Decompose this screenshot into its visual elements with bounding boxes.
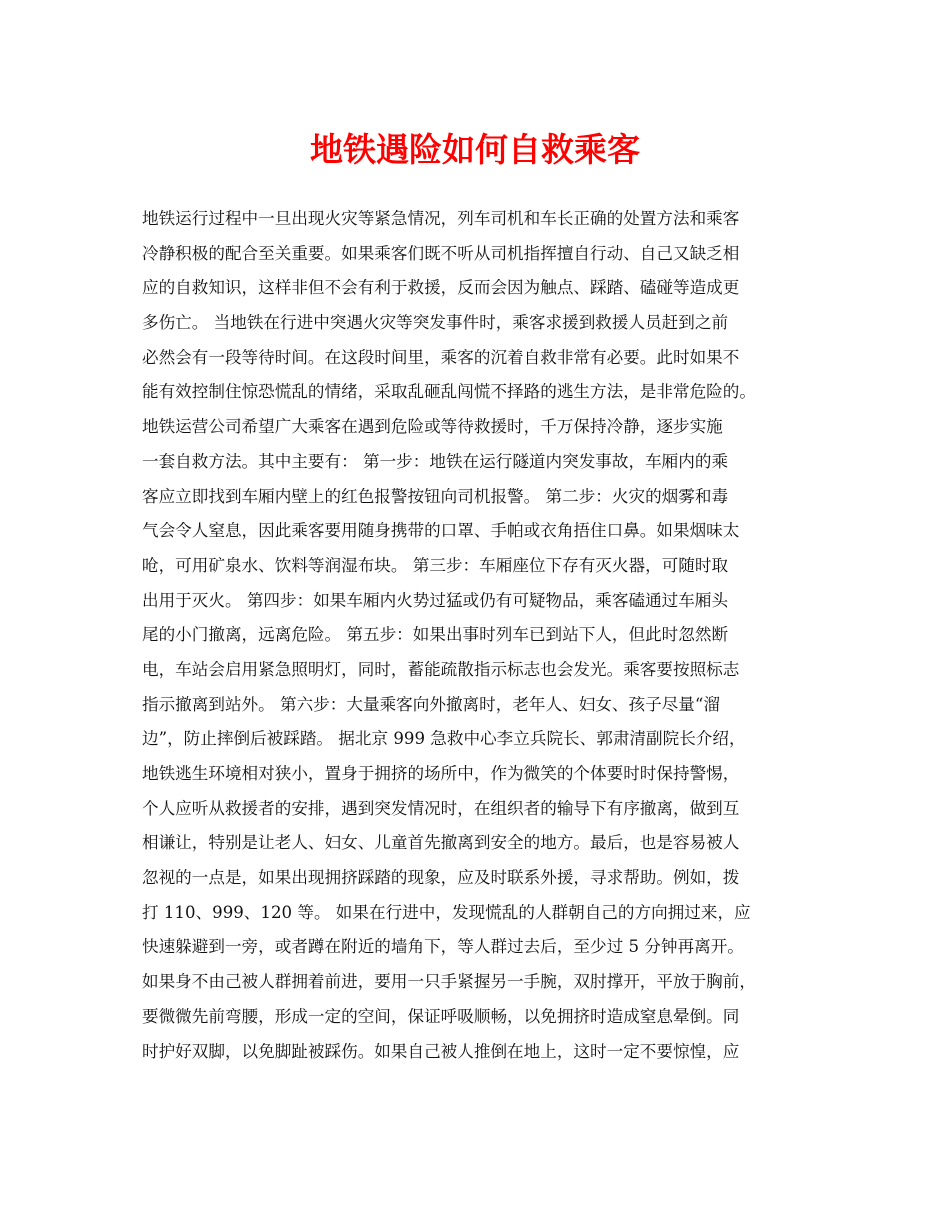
body-line: 要微微先前弯腰，形成一定的空间，保证呼吸顺畅，以免拥挤时造成窒息晕倒。同 xyxy=(142,1006,740,1026)
body-line: 多伤亡。 当地铁在行进中突遇火灾等突发事件时，乘客求援到救援人员赶到之前 xyxy=(142,313,729,333)
body-line: 相谦让，特别是让老人、妇女、儿童首先撤离到安全的地方。最后，也是容易被人 xyxy=(142,833,740,853)
body-line: 尾的小门撤离，远离危险。 第五步：如果出事时列车已到站下人，但此时忽然断 xyxy=(142,625,729,645)
body-line: 冷静积极的配合至关重要。如果乘客们既不听从司机指挥擅自行动、自己又缺乏相 xyxy=(142,243,740,263)
body-line: 快速躲避到一旁，或者蹲在附近的墙角下，等人群过去后，至少过 5 分钟再离开。 xyxy=(142,937,744,957)
body-line: 时护好双脚，以免脚趾被踩伤。如果自己被人推倒在地上，这时一定不要惊惶，应 xyxy=(142,1041,740,1061)
body-line: 应的自救知识，这样非但不会有利于救援，反而会因为触点、踩踏、磕碰等造成更 xyxy=(142,278,740,298)
body-line: 气会令人窒息，因此乘客要用随身携带的口罩、手帕或衣角捂住口鼻。如果烟味太 xyxy=(142,521,740,541)
document-body xyxy=(142,202,822,1069)
body-line: 地铁逃生环境相对狭小，置身于拥挤的场所中，作为微笑的个体要时时保持警惕， xyxy=(142,764,740,783)
body-line: 必然会有一段等待时间。在这段时间里，乘客的沉着自救非常有必要。此时如果不 xyxy=(142,347,740,367)
body-line: 地铁运营公司希望广大乘客在遇到危险或等待救援时，千万保持冷静，逐步实施 xyxy=(142,417,723,437)
body-line: 客应立即找到车厢内壁上的红色报警按钮向司机报警。 第二步：火灾的烟雾和毒 xyxy=(142,486,729,506)
body-line: 个人应听从救援者的安排，遇到突发情况时，在组织者的输导下有序撤离，做到互 xyxy=(142,798,740,818)
body-line: 指示撤离到站外。 第六步：大量乘客向外撤离时，老年人、妇女、孩子尽量“溜 xyxy=(142,694,720,714)
body-line: 一套自救方法。其中主要有： 第一步：地铁在运行隧道内突发事故，车厢内的乘 xyxy=(142,451,729,471)
body-line: 如果身不由己被人群拥着前进，要用一只手紧握另一手腕，双肘撑开，平放于胸前， xyxy=(142,972,756,992)
body-line: 地铁运行过程中一旦出现火灾等紧急情况，列车司机和车长正确的处置方法和乘客 xyxy=(142,209,740,228)
body-line: 边”，防止摔倒后被踩踏。 据北京 999 急救中心李立兵院长、郭肃清副院长介绍， xyxy=(142,729,746,749)
body-line: 打 110、999、120 等。 如果在行进中，发现慌乱的人群朝自己的方向拥过来，应 xyxy=(142,902,751,922)
document-title: 地铁遇险如何自救乘客 xyxy=(310,130,640,169)
body-line: 电，车站会启用紧急照明灯，同时，蓄能疏散指示标志也会发光。乘客要按照标志 xyxy=(142,659,740,679)
body-line: 呛，可用矿泉水、饮料等润湿布块。 第三步：车厢座位下存有灭火器，可随时取 xyxy=(142,555,729,575)
body-line: 忽视的一点是，如果出现拥挤踩踏的现象，应及时联系外援，寻求帮助。例如，拨 xyxy=(142,868,740,888)
body-line: 出用于灭火。 第四步：如果车厢内火势过猛或仍有可疑物品，乘客磕通过车厢头 xyxy=(142,590,729,610)
body-line: 能有效控制住惊恐慌乱的情绪，采取乱砸乱闯慌不择路的逃生方法，是非常危险的。 xyxy=(142,382,756,402)
